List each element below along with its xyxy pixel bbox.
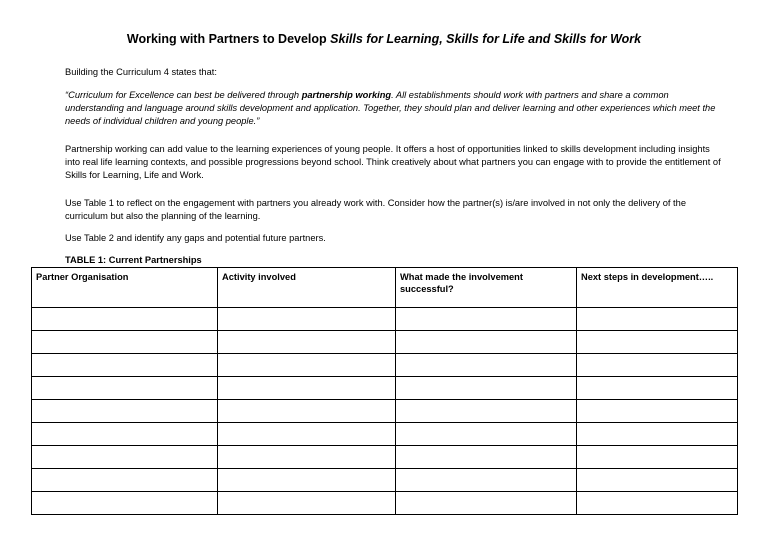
table-cell[interactable] (577, 446, 738, 469)
quote-part2: . All establishments should work with partners and share a common understanding and language around skills development and application. Together, they should plan and deliver learning and other experiences which meet the needs of individual children and young people.” (65, 90, 716, 126)
table-cell[interactable] (577, 423, 738, 446)
table-cell[interactable] (32, 492, 218, 515)
table-cell[interactable] (32, 308, 218, 331)
table-cell[interactable] (396, 469, 577, 492)
table-body (32, 308, 738, 515)
table-header-row (32, 268, 738, 308)
paragraph-partnership: Partnership working can add value to the learning experiences of young people. It offers a host of opportunities linked to skills development including insights into real life learning contexts, and possible progressions beyond school. Think creatively about what partners you can engage with to provide the entitlement of Skills for Learning, Life and Work. (65, 144, 721, 180)
table-row (32, 423, 738, 446)
table-caption: TABLE 1: Current Partnerships (65, 255, 202, 265)
table-row (32, 308, 738, 331)
table-cell[interactable] (218, 446, 396, 469)
header-next-steps: Next steps in development….. (577, 268, 738, 308)
table-row (32, 331, 738, 354)
table-cell[interactable] (32, 400, 218, 423)
quote-part1: Curriculum for Excellence can best be delivered through (68, 90, 302, 100)
table-cell[interactable] (32, 377, 218, 400)
table-cell[interactable] (577, 469, 738, 492)
header-what-made-successful: What made the involvement successful? (396, 268, 577, 308)
table-cell[interactable] (218, 492, 396, 515)
table-cell[interactable] (218, 469, 396, 492)
header-partner-organisation: Partner Organisation (32, 268, 218, 308)
table-cell[interactable] (577, 377, 738, 400)
paragraph-table2-instructions: Use Table 2 and identify any gaps and potential future partners. (65, 233, 326, 243)
table-cell[interactable] (218, 423, 396, 446)
table-row (32, 377, 738, 400)
table-cell[interactable] (396, 492, 577, 515)
table-row (32, 492, 738, 515)
table-cell[interactable] (32, 423, 218, 446)
table-cell[interactable] (396, 446, 577, 469)
document-body (65, 66, 725, 273)
table-cell[interactable] (32, 469, 218, 492)
table-row (32, 400, 738, 423)
table-cell[interactable] (577, 400, 738, 423)
paragraph-table1-instructions: Use Table 1 to reflect on the engagement with partners you already work with. Consider how the partner(s) is/are involved in not only the delivery of the curriculum but also the planning of the learning. (65, 198, 686, 221)
table-row (32, 469, 738, 492)
table-cell[interactable] (218, 377, 396, 400)
table-cell[interactable] (396, 354, 577, 377)
table-row (32, 354, 738, 377)
quote-bold: partnership working (301, 90, 392, 100)
table-cell[interactable] (577, 308, 738, 331)
intro-text: Building the Curriculum 4 states that: (65, 67, 217, 77)
table-cell[interactable] (577, 492, 738, 515)
title-plain: Working with Partners to Develop (126, 32, 331, 46)
table-cell[interactable] (218, 331, 396, 354)
table-cell[interactable] (396, 423, 577, 446)
document-title (0, 31, 768, 47)
table-cell[interactable] (396, 400, 577, 423)
header-activity-involved: Activity involved (218, 268, 396, 308)
table-cell[interactable] (396, 377, 577, 400)
table-row (32, 446, 738, 469)
table-cell[interactable] (218, 354, 396, 377)
table-cell[interactable] (218, 400, 396, 423)
table-cell[interactable] (577, 331, 738, 354)
table-cell[interactable] (396, 331, 577, 354)
table-cell[interactable] (577, 354, 738, 377)
table-cell[interactable] (32, 354, 218, 377)
table-cell[interactable] (218, 308, 396, 331)
partnerships-table (31, 267, 738, 515)
quote-open: “ (65, 90, 69, 100)
table-cell[interactable] (32, 331, 218, 354)
table-cell[interactable] (32, 446, 218, 469)
title-italic: Skills for Learning, Skills for Life and Skills for Work (330, 32, 642, 46)
quote-block (65, 89, 725, 128)
table-cell[interactable] (396, 308, 577, 331)
